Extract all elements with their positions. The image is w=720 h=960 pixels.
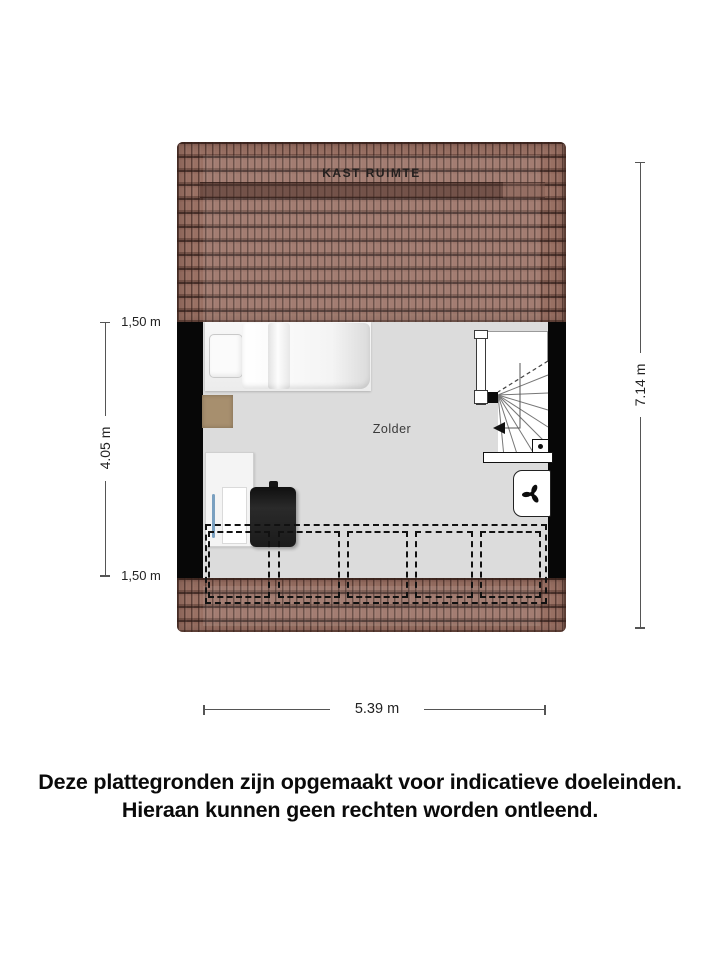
bed-duvet-fold xyxy=(268,323,290,389)
bed-pillow xyxy=(209,334,243,378)
disclaimer-line-2: Hieraan kunnen geen rechten worden ontleend. xyxy=(121,798,599,822)
storage-box xyxy=(208,531,270,598)
storage-box xyxy=(415,531,473,598)
floorplan xyxy=(177,142,566,632)
disclaimer-line-1: Deze plattegronden zijn opgemaakt voor indicatieve doeleinden. xyxy=(38,770,682,794)
storage-box xyxy=(347,531,408,598)
fan-icon xyxy=(521,483,543,505)
light-dot-icon xyxy=(538,444,543,449)
room-label: Zolder xyxy=(372,422,412,436)
dim-right-line-upper xyxy=(640,162,641,353)
dim-bottom-tick-right xyxy=(544,705,546,715)
dim-bottom-line-right xyxy=(424,709,545,710)
ventilation-unit xyxy=(513,470,551,517)
dim-bottom-line-left xyxy=(203,709,330,710)
dim-left-line-lower xyxy=(105,481,106,575)
dim-right-tick-bottom xyxy=(635,627,645,629)
dim-left-tick-bottom xyxy=(100,575,110,577)
dim-left-top-label: 1,50 m xyxy=(121,314,161,329)
dim-bottom-span-label: 5.39 m xyxy=(354,701,400,717)
storage-box xyxy=(480,531,541,598)
stair-newel-post xyxy=(488,392,498,403)
dim-right-span-label: 7.14 m xyxy=(632,363,648,407)
closet-area-label: KAST RUIMTE xyxy=(322,166,421,180)
nightstand-mat xyxy=(202,395,233,428)
storage-box xyxy=(278,531,340,598)
dim-right-line-lower xyxy=(640,417,641,627)
dim-left-bottom-label: 1,50 m xyxy=(121,568,161,583)
roof-ridge-band-light xyxy=(503,182,545,198)
roof-ridge-band xyxy=(200,182,503,198)
dim-left-line-upper xyxy=(105,322,106,416)
stair-balustrade xyxy=(483,452,553,463)
roof-top-highlight xyxy=(203,155,540,322)
disclaimer xyxy=(0,768,720,824)
dim-left-span-label: 4.05 m xyxy=(97,426,113,470)
bed-duvet xyxy=(242,323,370,389)
left-wall xyxy=(177,322,203,578)
